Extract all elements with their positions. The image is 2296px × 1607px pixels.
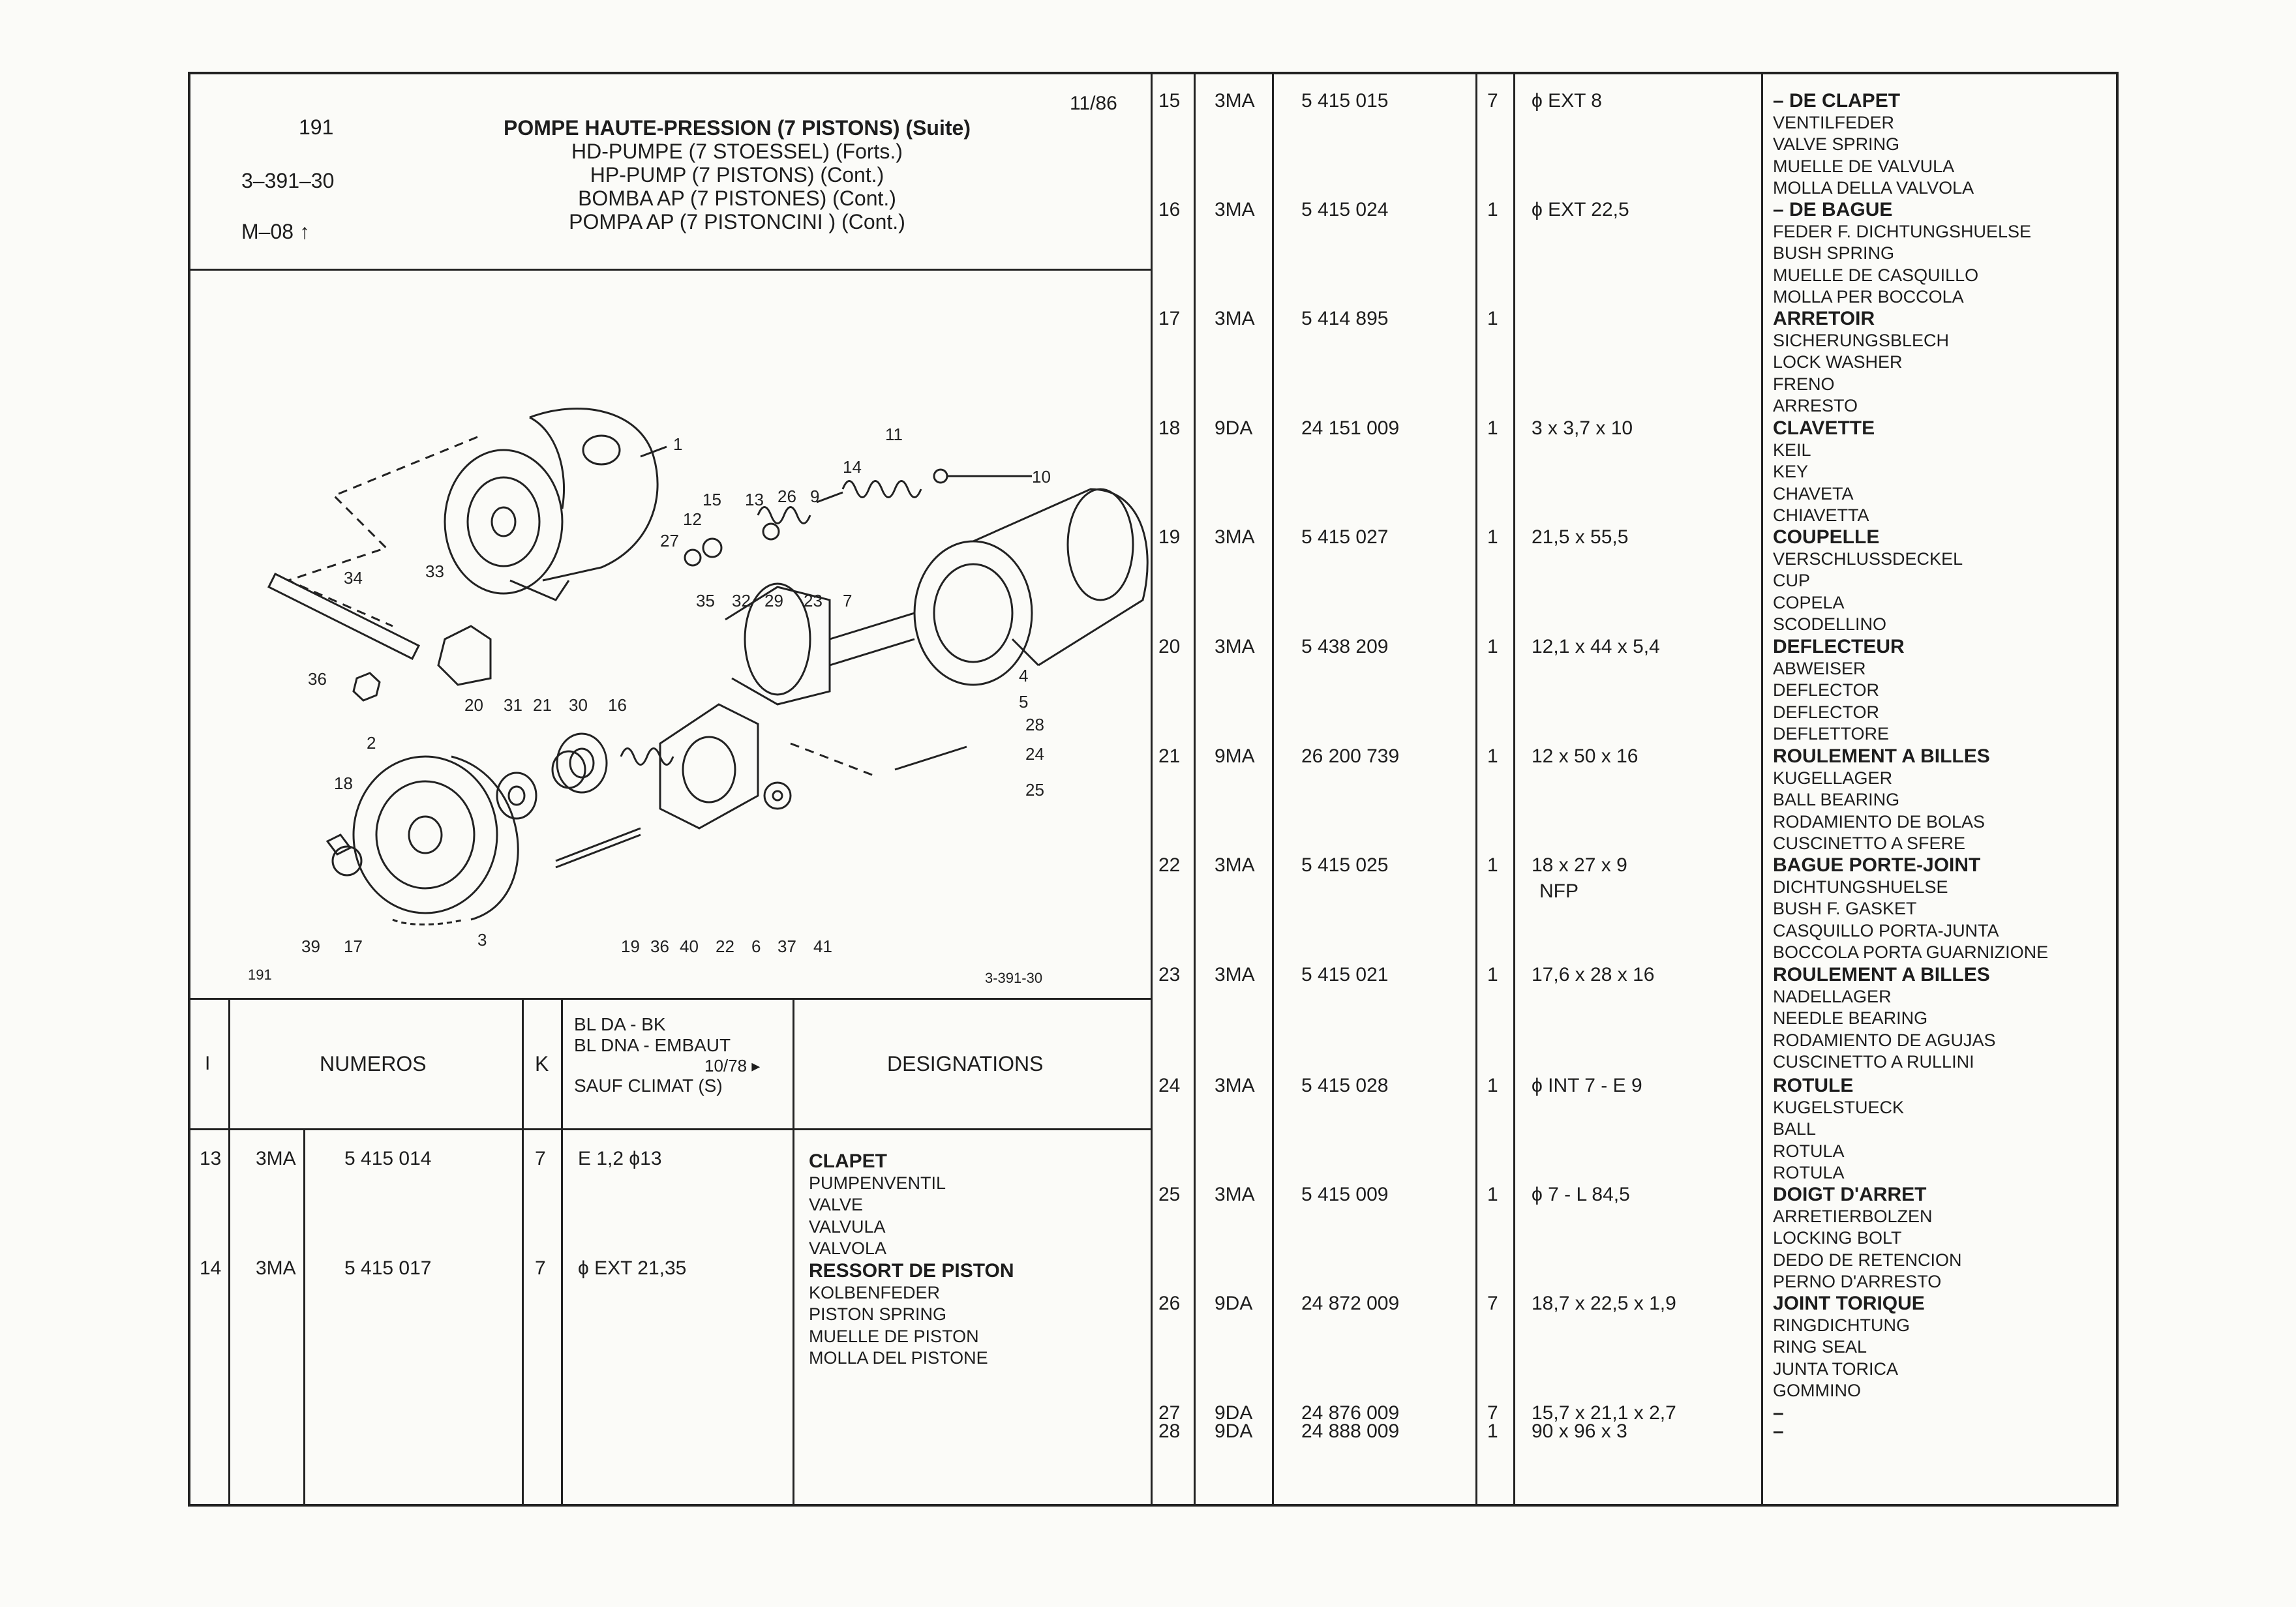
desc-line: ROTULA (1773, 1141, 1845, 1161)
row-code: 3MA (256, 1257, 296, 1279)
callout-36-top: 36 (308, 669, 327, 689)
row-code: 9DA (1215, 1293, 1253, 1314)
row-code: 3MA (1215, 90, 1255, 112)
desc-line: KEIL (1773, 440, 1811, 460)
row-application: ϕ EXT 21,35 (578, 1257, 687, 1279)
row-k: 1 (1487, 308, 1498, 329)
callout-9: 9 (810, 487, 820, 506)
desc-line: KUGELLAGER (1773, 768, 1893, 788)
row-item: 19 (1158, 526, 1181, 548)
row-designations (1773, 1075, 1904, 1184)
right-col-sep-3 (1475, 72, 1477, 1507)
desc-line: KEY (1773, 462, 1809, 482)
header-divider (189, 269, 1151, 271)
row-code: 3MA (1215, 636, 1255, 657)
row-item: 27 (1158, 1402, 1181, 1424)
left-col-sep-3 (522, 998, 524, 1507)
desc-line: PERNO D'ARRESTO (1773, 1272, 1942, 1292)
callout-39: 39 (301, 937, 320, 956)
desc-line: BUSH SPRING (1773, 243, 1895, 263)
col-designations-header: DESIGNATIONS (887, 1052, 1044, 1075)
row-item: 15 (1158, 90, 1181, 112)
row-part-number: 5 415 009 (1301, 1184, 1389, 1205)
row-part-number: 24 151 009 (1301, 417, 1400, 439)
desc-line: CUP (1773, 571, 1811, 591)
page-number: 191 (299, 115, 334, 139)
row-designations (1773, 308, 1949, 417)
app-header-line-1: BL DA - BK (574, 1014, 666, 1034)
left-col-sep-4 (561, 998, 563, 1507)
row-application: 21,5 x 55,5 (1532, 526, 1629, 548)
row-part-number: 5 438 209 (1301, 636, 1389, 657)
row-designations (1773, 1420, 1784, 1443)
callout-17: 17 (344, 937, 363, 956)
row-item: 16 (1158, 199, 1181, 220)
desc-line: – DE CLAPET (1773, 90, 1901, 112)
desc-line: LOCKING BOLT (1773, 1228, 1902, 1248)
desc-en: VALVE (809, 1195, 864, 1215)
row-application: 90 x 96 x 3 (1532, 1420, 1627, 1442)
row-code: 3MA (1215, 308, 1255, 329)
row-k: 1 (1487, 1184, 1498, 1205)
desc-line: LOCK WASHER (1773, 352, 1903, 372)
desc-line: DEFLETTORE (1773, 724, 1890, 744)
desc-line: BALL (1773, 1119, 1817, 1139)
desc-line: CASQUILLO PORTA-JUNTA (1773, 920, 1999, 940)
edition-date: 11/86 (1070, 93, 1117, 114)
callout-5: 5 (1019, 692, 1029, 712)
callout-28: 28 (1025, 715, 1044, 734)
desc-line: VALVE SPRING (1773, 134, 1900, 155)
desc-line: DOIGT D'ARRET (1773, 1184, 1927, 1205)
desc-line: MOLLA DELLA VALVOLA (1773, 178, 1974, 198)
row-code: 9MA (1215, 745, 1255, 767)
callout-15: 15 (702, 490, 721, 509)
row-item: 26 (1158, 1293, 1181, 1314)
row-designations (1773, 526, 1963, 636)
desc-line: BUSH F. GASKET (1773, 899, 1917, 919)
desc-line: COUPELLE (1773, 526, 1880, 548)
row-part-number: 5 415 015 (1301, 90, 1389, 112)
row-designations (1773, 745, 1990, 855)
desc-line: – DE BAGUE (1773, 199, 1893, 220)
right-col-sep-0 (1151, 72, 1153, 1507)
row-k: 7 (1487, 1293, 1498, 1314)
callout-14: 14 (843, 457, 862, 477)
callout-18: 18 (334, 773, 353, 793)
reference-code: 3–391–30 (241, 169, 335, 192)
row-k: 1 (1487, 526, 1498, 548)
desc-line: ROULEMENT A BILLES (1773, 745, 1990, 767)
row-part-number: 26 200 739 (1301, 745, 1400, 767)
callout-34: 34 (344, 568, 363, 588)
callout-16: 16 (608, 695, 627, 715)
callout-22: 22 (716, 937, 734, 956)
row-part-number: 5 414 895 (1301, 308, 1389, 329)
callout-40: 40 (680, 937, 699, 956)
desc-line: ROTULE (1773, 1075, 1854, 1096)
left-col-sep-1 (228, 998, 230, 1507)
callout-10: 10 (1032, 467, 1051, 487)
arrow-up-icon: ↑ (299, 220, 310, 243)
callout-2: 2 (367, 733, 376, 753)
desc-de: KOLBENFEDER (809, 1282, 941, 1302)
desc-line: MUELLE DE VALVULA (1773, 156, 1955, 176)
desc-line: CUSCINETTO A SFERE (1773, 834, 1966, 854)
desc-line: DEDO DE RETENCION (1773, 1250, 1962, 1270)
row-k: 1 (1487, 417, 1498, 439)
callout-23: 23 (804, 591, 823, 610)
desc-line: BALL BEARING (1773, 790, 1900, 810)
desc-line: VERSCHLUSSDECKEL (1773, 548, 1963, 569)
col-k-header: K (535, 1052, 549, 1075)
row-code: 9DA (1215, 1402, 1253, 1424)
row-k: 7 (535, 1148, 546, 1169)
row-item: 22 (1158, 854, 1181, 876)
row-application: ϕ EXT 22,5 (1532, 199, 1629, 220)
desc-it: MOLLA DEL PISTONE (809, 1348, 988, 1368)
row-application: 12 x 50 x 16 (1532, 745, 1639, 767)
desc-line: SICHERUNGSBLECH (1773, 330, 1950, 350)
callout-21: 21 (533, 695, 552, 715)
desc-line: RINGDICHTUNG (1773, 1315, 1910, 1335)
callout-35: 35 (696, 591, 715, 610)
row-designations (1773, 1293, 1925, 1402)
desc-line: RODAMIENTO DE AGUJAS (1773, 1030, 1996, 1050)
row-code: 3MA (1215, 854, 1255, 876)
left-col-sep-5 (793, 998, 794, 1507)
callout-25: 25 (1025, 780, 1044, 800)
row-part-number: 5 415 025 (1301, 854, 1389, 876)
row-application: ϕ 7 - L 84,5 (1532, 1184, 1630, 1205)
row-part-number: 5 415 027 (1301, 526, 1389, 548)
row-k: 7 (535, 1257, 546, 1279)
row-application: 3 x 3,7 x 10 (1532, 417, 1633, 439)
row-item: 20 (1158, 636, 1181, 657)
desc-line: DICHTUNGSHUELSE (1773, 877, 1948, 897)
callout-20: 20 (464, 695, 483, 715)
app-header-line-2: BL DNA - EMBAUT (574, 1035, 731, 1055)
col-numeros-header: NUMEROS (320, 1052, 427, 1075)
desc-line: FRENO (1773, 374, 1835, 394)
row-k: 1 (1487, 1420, 1498, 1442)
callout-7: 7 (843, 591, 853, 610)
row-item: 24 (1158, 1075, 1181, 1096)
row-application: 18,7 x 22,5 x 1,9 (1532, 1293, 1676, 1314)
desc-es: MUELLE DE PISTON (809, 1326, 979, 1346)
row-item: 14 (200, 1257, 222, 1279)
desc-line: GOMMINO (1773, 1381, 1861, 1401)
row-designations (1773, 1184, 1962, 1293)
title-es: BOMBA AP (7 PISTONES) (Cont.) (578, 187, 896, 210)
row-application: 15,7 x 21,1 x 2,7 (1532, 1402, 1676, 1424)
row-application: 18 x 27 x 9 (1532, 854, 1627, 876)
desc-line: – (1773, 1402, 1784, 1424)
title-fr: POMPE HAUTE-PRESSION (7 PISTONS) (Suite) (504, 116, 971, 140)
row-designations (1773, 636, 1905, 745)
row-designations (1773, 90, 1974, 200)
row-k: 1 (1487, 745, 1498, 767)
row-code: 3MA (1215, 526, 1255, 548)
left-col-sep-2 (303, 1128, 305, 1507)
left-table-top-line (189, 998, 1151, 1000)
row-part-number: 24 872 009 (1301, 1293, 1400, 1314)
right-col-sep-1 (1194, 72, 1196, 1507)
row-code: 3MA (1215, 199, 1255, 220)
desc-line: – (1773, 1420, 1784, 1442)
model-code: M–08 ↑ (241, 220, 310, 243)
desc-line: RODAMIENTO DE BOLAS (1773, 811, 1986, 832)
row-item: 17 (1158, 308, 1181, 329)
desc-line: MUELLE DE CASQUILLO (1773, 265, 1979, 285)
callout-26: 26 (778, 487, 796, 506)
row-designations (1773, 417, 1875, 527)
row-application: ϕ EXT 8 (1532, 90, 1602, 112)
row-application-note: NFP (1539, 880, 1578, 902)
row-code: 3MA (1215, 1075, 1255, 1096)
desc-line: KUGELSTUECK (1773, 1097, 1905, 1117)
desc-line: RING SEAL (1773, 1337, 1867, 1357)
callout-31: 31 (504, 695, 522, 715)
desc-line: CLAVETTE (1773, 417, 1875, 439)
callout-labels (301, 425, 1051, 956)
desc-line: DEFLECTEUR (1773, 636, 1905, 657)
row-k: 7 (1487, 1402, 1498, 1424)
callout-32: 32 (732, 591, 751, 610)
row-k: 7 (1487, 90, 1498, 112)
desc-de: PUMPENVENTIL (809, 1173, 946, 1193)
diagram-label-right: 3-391-30 (985, 970, 1043, 986)
row-part-number: 5 415 028 (1301, 1075, 1389, 1096)
callout-1: 1 (673, 434, 683, 454)
exploded-parts-diagram (190, 274, 1149, 985)
title-block (457, 116, 1018, 233)
desc-en: PISTON SPRING (809, 1304, 947, 1325)
right-col-sep-5 (1761, 72, 1763, 1507)
row-designations (1773, 199, 2031, 308)
desc-line: BAGUE PORTE-JOINT (1773, 854, 1981, 876)
desc-line: ARRESTO (1773, 396, 1858, 416)
row-item: 18 (1158, 417, 1181, 439)
desc-line: ABWEISER (1773, 658, 1866, 678)
row-k: 1 (1487, 199, 1498, 220)
callout-30: 30 (569, 695, 588, 715)
desc-line: JUNTA TORICA (1773, 1359, 1899, 1379)
callout-6: 6 (751, 937, 761, 956)
col-applications-header (574, 1014, 760, 1096)
callout-4: 4 (1019, 666, 1029, 685)
row-application: ϕ INT 7 - E 9 (1532, 1075, 1642, 1096)
title-en: HP-PUMP (7 PISTONS) (Cont.) (590, 163, 884, 187)
desc-line: VENTILFEDER (1773, 112, 1895, 132)
desc-line: NADELLAGER (1773, 986, 1892, 1006)
desc-line: ROTULA (1773, 1163, 1845, 1183)
desc-es: VALVULA (809, 1216, 886, 1237)
diagram-svg (190, 274, 1149, 985)
row-part-number: 5 415 017 (344, 1257, 432, 1279)
col-index-header: I (205, 1053, 211, 1074)
desc-line: NEEDLE BEARING (1773, 1008, 1928, 1029)
callout-37: 37 (778, 937, 796, 956)
callout-3: 3 (477, 930, 487, 950)
callout-11: 11 (885, 425, 903, 444)
callout-27: 27 (660, 531, 679, 550)
row-item: 23 (1158, 964, 1181, 985)
row-part-number: 5 415 024 (1301, 199, 1389, 220)
callout-29: 29 (764, 591, 783, 610)
right-col-sep-2 (1272, 72, 1274, 1507)
row-k: 1 (1487, 1075, 1498, 1096)
callout-19: 19 (621, 937, 640, 956)
callout-12: 12 (683, 509, 702, 529)
right-col-sep-4 (1513, 72, 1515, 1507)
row-designations (809, 1150, 946, 1260)
row-application: E 1,2 ϕ13 (578, 1148, 662, 1169)
row-code: 3MA (1215, 1184, 1255, 1205)
row-k: 1 (1487, 636, 1498, 657)
row-item: 28 (1158, 1420, 1181, 1442)
desc-line: COPELA (1773, 592, 1845, 612)
callout-13: 13 (745, 490, 764, 509)
desc-line: ARRETOIR (1773, 308, 1875, 329)
desc-line: CUSCINETTO A RULLINI (1773, 1052, 1974, 1072)
desc-fr: CLAPET (809, 1150, 887, 1172)
row-designations (1773, 854, 2048, 964)
row-k: 1 (1487, 964, 1498, 985)
desc-line: SCODELLINO (1773, 614, 1887, 635)
desc-line: DEFLECTOR (1773, 680, 1880, 700)
row-part-number: 24 876 009 (1301, 1402, 1400, 1424)
desc-line: ARRETIERBOLZEN (1773, 1206, 1933, 1226)
callout-24: 24 (1025, 744, 1044, 764)
row-part-number: 5 415 021 (1301, 964, 1389, 985)
row-designations (1773, 964, 1996, 1074)
desc-line: CHIAVETTA (1773, 505, 1869, 526)
row-k: 1 (1487, 854, 1498, 876)
desc-line: MOLLA PER BOCCOLA (1773, 287, 1964, 307)
desc-line: ROULEMENT A BILLES (1773, 964, 1990, 985)
callout-41: 41 (813, 937, 832, 956)
desc-line: FEDER F. DICHTUNGSHUELSE (1773, 221, 2032, 241)
row-application: 12,1 x 44 x 5,4 (1532, 636, 1660, 657)
row-code: 3MA (1215, 964, 1255, 985)
row-application: 17,6 x 28 x 16 (1532, 964, 1655, 985)
desc-line: DEFLECTOR (1773, 702, 1880, 722)
callout-36: 36 (650, 937, 669, 956)
desc-line: JOINT TORIQUE (1773, 1293, 1925, 1314)
title-it: POMPA AP (7 PISTONCINI ) (Cont.) (569, 210, 905, 233)
row-designations (809, 1260, 1014, 1370)
row-code: 3MA (256, 1148, 296, 1169)
left-table-header-line (189, 1128, 1151, 1130)
desc-line: BOCCOLA PORTA GUARNIZIONE (1773, 942, 2049, 963)
title-de: HD-PUMPE (7 STOESSEL) (Forts.) (571, 140, 903, 163)
row-item: 13 (200, 1148, 222, 1169)
row-code: 9DA (1215, 417, 1253, 439)
callout-33: 33 (425, 562, 444, 581)
desc-fr: RESSORT DE PISTON (809, 1260, 1014, 1282)
row-code: 9DA (1215, 1420, 1253, 1442)
row-part-number: 24 888 009 (1301, 1420, 1400, 1442)
app-header-line-3: 10/78 ▸ (704, 1056, 761, 1075)
diagram-label-left: 191 (248, 967, 272, 983)
desc-line: CHAVETA (1773, 483, 1854, 503)
row-item: 21 (1158, 745, 1181, 767)
app-header-line-4: SAUF CLIMAT (S) (574, 1075, 723, 1096)
row-part-number: 5 415 014 (344, 1148, 432, 1169)
row-item: 25 (1158, 1184, 1181, 1205)
desc-it: VALVOLA (809, 1239, 887, 1259)
